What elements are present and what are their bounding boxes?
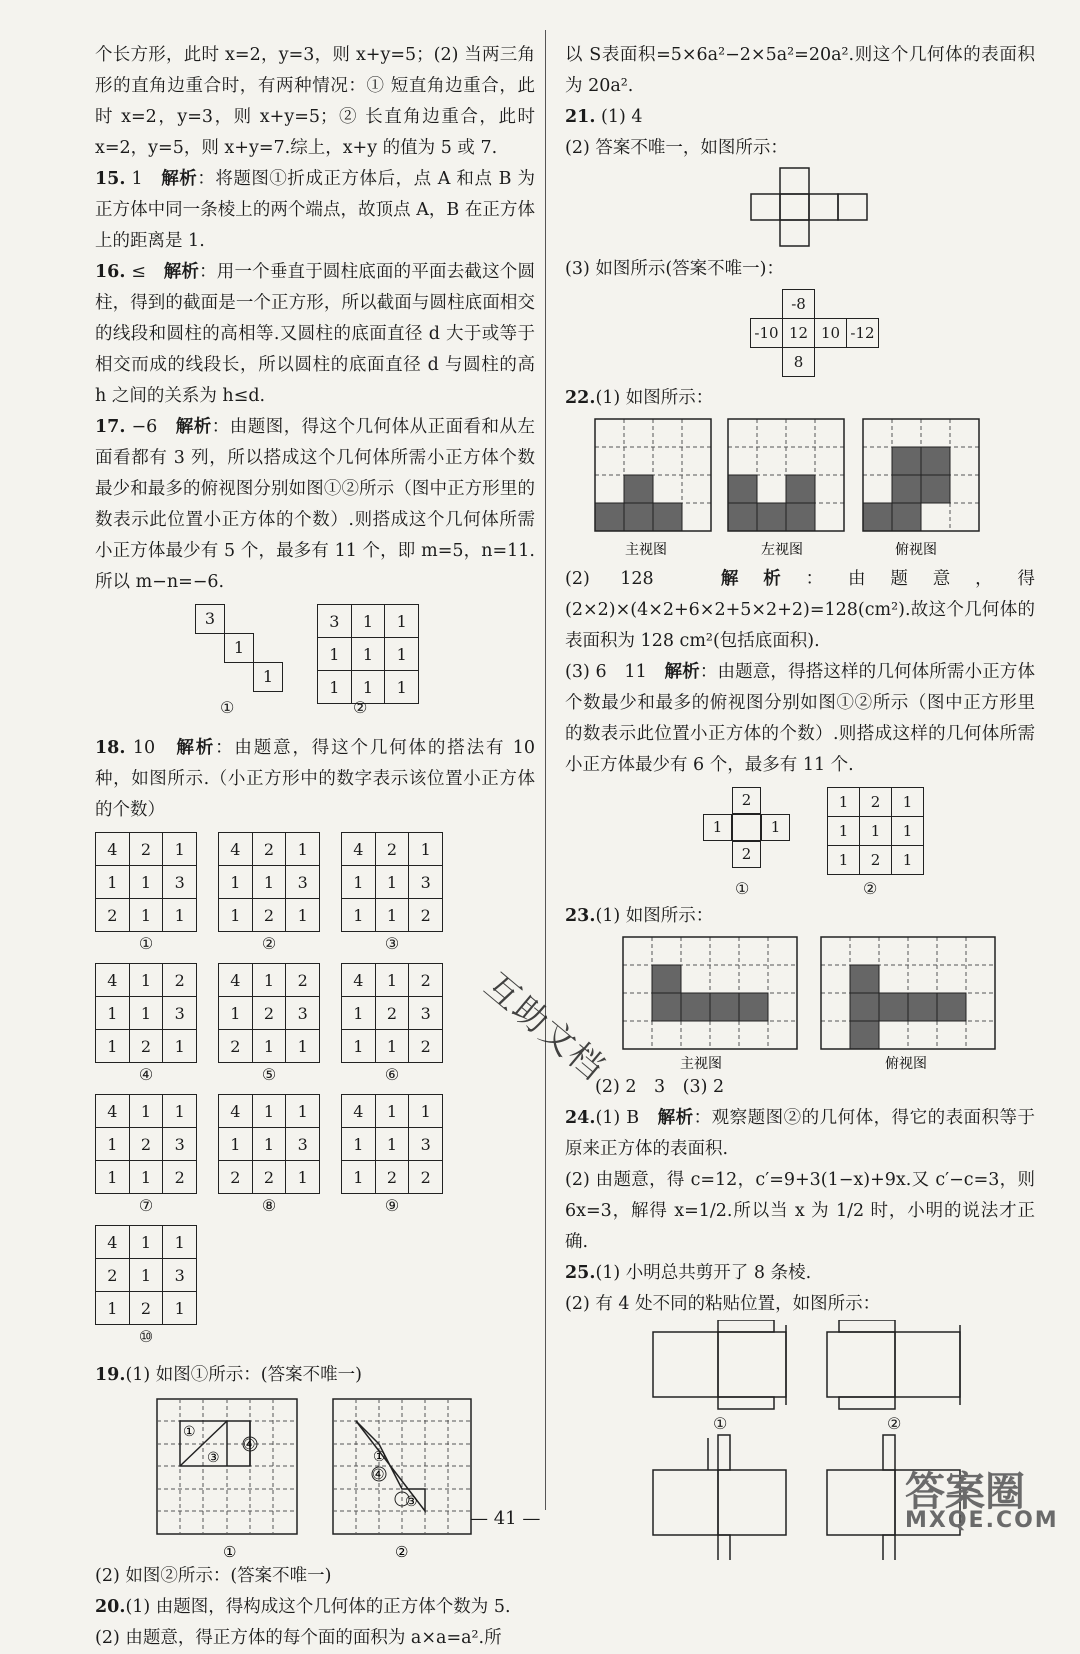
caption: ⑥	[384, 1065, 400, 1084]
q22-grid-2	[827, 787, 924, 875]
shaded-cell	[921, 475, 950, 503]
caption: ①	[735, 879, 750, 898]
caption: ⑦	[138, 1196, 154, 1215]
shaded-cell	[921, 447, 950, 475]
grid-cell: 1	[318, 638, 352, 671]
view-caption: 主视图	[625, 542, 667, 558]
grid-cell: 1	[385, 638, 419, 671]
grid-cell: 1	[96, 1030, 130, 1063]
grid-cell: 1	[252, 866, 286, 899]
grid-cell: 1	[163, 1095, 197, 1128]
grid-cell: 1	[219, 997, 253, 1030]
q23-part2: (2) 2 3 (3) 2	[595, 1077, 725, 1097]
grid-cell: 4	[342, 833, 376, 866]
q18-grid	[341, 1094, 443, 1215]
grid-cell: 2	[252, 1161, 286, 1194]
grid-cell: 1	[375, 1095, 409, 1128]
shaded-cell	[879, 993, 908, 1021]
q19-grid-1	[157, 1399, 297, 1534]
grid-cell: 1	[342, 1030, 376, 1063]
grid-cell: 2	[860, 788, 892, 817]
shaded-cell	[786, 475, 815, 503]
q17-grid-2	[317, 604, 419, 704]
grid-cell: 2	[252, 899, 286, 932]
grid-cell: 4	[96, 964, 130, 997]
grid-cell: 1	[129, 1161, 163, 1194]
q18-grid	[95, 1225, 197, 1346]
q19-mark-3: ③	[405, 1494, 418, 1510]
grid-cell: 3	[163, 1259, 197, 1292]
left-column	[95, 40, 535, 1654]
net-cell: -8	[783, 290, 815, 319]
grid-cell: 1	[252, 964, 286, 997]
left-view	[728, 419, 844, 531]
grid-cell: 2	[286, 964, 320, 997]
grid-cell: 1	[409, 833, 443, 866]
q19-part2: (2) 如图②所示：(答案不唯一)	[95, 1566, 332, 1586]
grid-cell: 1	[286, 1095, 320, 1128]
top-view	[821, 937, 995, 1049]
caption: ⑧	[261, 1196, 277, 1215]
grid-cell: 1	[252, 1128, 286, 1161]
q25-part2: (2) 有 4 处不同的粘贴位置，如图所示：	[565, 1294, 881, 1314]
cell: 1	[703, 814, 732, 841]
brand-logo: 答案圈	[905, 1469, 1025, 1515]
q18-grid	[95, 963, 197, 1084]
cell: 3	[195, 604, 225, 634]
shaded-cell	[728, 503, 757, 531]
grid-cell: 2	[409, 1161, 443, 1194]
caption: ①	[220, 698, 235, 717]
grid-cell: 1	[375, 964, 409, 997]
grid-cell: 4	[342, 1095, 376, 1128]
grid-cell: 3	[409, 866, 443, 899]
shaded-cell	[937, 993, 966, 1021]
q16: 16. ≤ 解析：用一个垂直于圆柱底面的平面去截这个圆柱，得到的截面是一个正方形，所以截面与圆柱底面相交的线段和圆柱的高相等.又圆柱的底面直径 d 大于或等于相交而成的线段长，所以圆柱的底面直径 d 与圆柱的高 h 之间的关系为 h≤d.	[95, 262, 535, 406]
grid-cell: 1	[129, 866, 163, 899]
grid-cell: 1	[828, 788, 860, 817]
grid-cell: 1	[351, 671, 385, 704]
grid-cell: 2	[860, 846, 892, 875]
grid-cell: 1	[342, 899, 376, 932]
grid-cell: 1	[892, 846, 924, 875]
q19-figures	[95, 1391, 535, 1561]
q22-part2: (2) 128 解析：由题意，得(2×2)×(4×2+6×2+5×2+2)=128(cm²).故这个几何体的表面积为 128 cm²(包括底面积).	[565, 569, 1036, 651]
grid-cell: 1	[163, 899, 197, 932]
shaded-cell	[892, 475, 921, 503]
cell	[732, 814, 761, 841]
net-cell: -10	[751, 319, 783, 348]
q15: 15. 1 解析：将题图①折成正方体后，点 A 和点 B 为正方体中同一条棱上的两个端点，故顶点 A，B 在正方体上的距离是 1.	[95, 169, 536, 251]
shaded-cell	[681, 993, 710, 1021]
caption: ②	[887, 1414, 902, 1433]
q21-cube-net	[565, 164, 1035, 254]
net-cell: -12	[847, 319, 879, 348]
q18-grid-set	[95, 832, 535, 1346]
grid-cell: 4	[342, 964, 376, 997]
grid-cell: 4	[96, 1095, 130, 1128]
cell: 1	[761, 814, 790, 841]
shaded-cell	[710, 993, 739, 1021]
q23: 23.(1) 如图所示：	[565, 906, 714, 926]
q24-part2: (2) 由题意，得 c=12，c′=9+3(1−x)+9x.又 c′−c=3，则 6x=3，解得 x=1/2.所以当 x 为 1/2 时，小明的说法才正确.	[565, 1170, 1035, 1252]
q23-views	[565, 932, 1035, 1072]
grid-cell: 1	[163, 1292, 197, 1325]
page-number: — 41 —	[470, 1508, 541, 1529]
grid-cell: 4	[96, 1226, 130, 1259]
continued-text: 个长方形，此时 x=2，y=3，则 x+y=5；(2) 当两三角形的直角边重合时，有两种情况：① 短直角边重合，此时 x=2，y=3，则 x+y=5；② 长直角边重合，此时 x=2，y=5，则 x+y=7.综上，x+y 的值为 5 或 7.	[95, 45, 535, 158]
shaded-cell	[892, 447, 921, 475]
q21-numbered-net	[565, 285, 1035, 383]
grid-cell: 1	[828, 817, 860, 846]
net-cell: 10	[815, 319, 847, 348]
caption: ④	[138, 1065, 154, 1084]
grid-cell: 1	[286, 833, 320, 866]
grid-cell: 1	[286, 899, 320, 932]
q18-grid	[341, 963, 443, 1084]
q22-views	[565, 414, 1035, 564]
shaded-cell	[595, 503, 624, 531]
caption: ②	[395, 1543, 409, 1561]
grid-cell: 1	[129, 964, 163, 997]
grid-cell: 1	[375, 1128, 409, 1161]
continued-text: 以 S表面积=5×6a²−2×5a²=20a².则这个几何体的表面积为 20a².	[565, 45, 1035, 96]
q21-part3: (3) 如图所示(答案不唯一)：	[565, 259, 785, 279]
q20-part2: (2) 由题意，得正方体的每个面的面积为 a×a=a².所	[95, 1628, 502, 1648]
shaded-cell	[652, 965, 681, 993]
grid-cell: 1	[351, 605, 385, 638]
grid-cell: 1	[892, 788, 924, 817]
q19-mark-4: ④	[372, 1467, 385, 1483]
q24: 24.(1) B 解析：观察题图②的几何体，得它的表面积等于原来正方体的表面积.	[565, 1108, 1036, 1159]
shaded-cell	[652, 993, 681, 1021]
grid-cell: 1	[163, 1226, 197, 1259]
grid-cell: 3	[286, 866, 320, 899]
grid-cell: 1	[385, 671, 419, 704]
grid-cell: 1	[860, 817, 892, 846]
grid-cell: 1	[342, 1161, 376, 1194]
caption: ①	[713, 1414, 728, 1433]
grid-cell: 1	[828, 846, 860, 875]
q19-mark-1: ①	[183, 1424, 196, 1440]
edge	[253, 633, 254, 662]
net-cell: 8	[783, 348, 815, 377]
view-caption: 主视图	[680, 1056, 722, 1072]
shaded-cell	[892, 503, 921, 531]
caption: ⑤	[261, 1065, 277, 1084]
shaded-cell	[624, 475, 653, 503]
grid-cell: 2	[129, 1292, 163, 1325]
q18-grid	[218, 832, 320, 953]
shaded-cell	[850, 965, 879, 993]
grid-cell: 2	[219, 1161, 253, 1194]
q19-svg	[95, 1391, 535, 1561]
q18-grid	[218, 963, 320, 1084]
grid-cell: 1	[96, 866, 130, 899]
grid-cell: 1	[342, 1128, 376, 1161]
grid-cell: 1	[163, 833, 197, 866]
column-divider	[545, 30, 546, 1510]
shaded-cell	[757, 503, 786, 531]
q19-mark-1: ①	[373, 1449, 386, 1465]
grid-cell: 1	[96, 997, 130, 1030]
shaded-cell	[850, 1021, 879, 1049]
q18-grid	[95, 832, 197, 953]
caption: ⑩	[138, 1327, 154, 1346]
q22-topviews	[565, 781, 1035, 901]
front-view	[595, 419, 711, 531]
q20: 20.(1) 由题图，得构成这个几何体的正方体个数为 5.	[95, 1597, 511, 1617]
q22: 22.(1) 如图所示：	[565, 388, 714, 408]
caption: ②	[261, 934, 277, 953]
shaded-cell	[786, 503, 815, 531]
grid-cell: 2	[129, 833, 163, 866]
caption: ①	[138, 934, 154, 953]
grid-cell: 2	[96, 1259, 130, 1292]
grid-cell: 1	[129, 1095, 163, 1128]
q21: 21. (1) 4	[565, 107, 643, 127]
q19: 19.(1) 如图①所示：(答案不唯一)	[95, 1365, 362, 1385]
q21-part2: (2) 答案不唯一，如图所示：	[565, 138, 788, 158]
grid-cell: 1	[286, 1030, 320, 1063]
q19-mark-4: ④	[243, 1437, 256, 1453]
grid-cell: 3	[286, 1128, 320, 1161]
grid-cell: 2	[409, 964, 443, 997]
grid-cell: 1	[219, 899, 253, 932]
shaded-cell	[739, 993, 768, 1021]
grid-cell: 1	[409, 1095, 443, 1128]
grid-cell: 1	[129, 1226, 163, 1259]
shaded-cell	[863, 503, 892, 531]
grid-cell: 4	[219, 1095, 253, 1128]
grid-cell: 3	[409, 997, 443, 1030]
cell: 2	[732, 841, 761, 868]
q22-part3: (3) 6 11 解析：由题意，得搭这样的几何体所需小正方体个数最少和最多的俯视图分别如图①②所示（图中正方形里的数表示此位置小正方体的个数）.则搭成这样的几何体所需小正方体最少有 6 个，最多有 11 个.	[565, 662, 1036, 775]
q17-figures	[95, 598, 535, 733]
q18-grid	[218, 1094, 320, 1215]
grid-cell: 2	[409, 1030, 443, 1063]
grid-cell: 1	[129, 899, 163, 932]
q18-grid	[341, 832, 443, 953]
grid-cell: 1	[318, 671, 352, 704]
cell: 2	[732, 787, 761, 814]
grid-cell: 4	[219, 833, 253, 866]
q18-grid	[95, 1094, 197, 1215]
caption: ②	[353, 698, 368, 717]
caption: ②	[863, 879, 878, 898]
cross-grid	[703, 787, 793, 873]
grid-cell: 2	[96, 899, 130, 932]
grid-cell: 2	[375, 997, 409, 1030]
grid-cell: 2	[375, 1161, 409, 1194]
grid-cell: 2	[129, 1128, 163, 1161]
grid-cell: 1	[351, 638, 385, 671]
grid-cell: 2	[219, 1030, 253, 1063]
grid-cell: 1	[252, 1030, 286, 1063]
grid-cell: 1	[286, 1161, 320, 1194]
grid-cell: 1	[375, 866, 409, 899]
caption: ⑨	[384, 1196, 400, 1215]
grid-cell: 3	[163, 866, 197, 899]
shaded-cell	[653, 503, 682, 531]
grid-cell: 1	[252, 1095, 286, 1128]
shaded-cell	[850, 993, 879, 1021]
grid-cell: 1	[342, 866, 376, 899]
grid-cell: 1	[96, 1292, 130, 1325]
grid-cell: 3	[286, 997, 320, 1030]
q17: 17. −6 解析：由题图，得这个几何体从正面看和从左面看都有 3 列，所以搭成这个几何体所需小正方体个数最少和最多的俯视图分别如图①②所示（图中正方形里的数表示此位置小正方体的个数）.则搭成这个几何体所需小正方体最少有 5 个，最多有 11 个，即 m=5，n=11.所以 m−n=−6.	[95, 417, 535, 592]
cell: 1	[224, 633, 254, 663]
grid-cell: 1	[385, 605, 419, 638]
q19-grid-2	[333, 1399, 471, 1534]
grid-cell: 3	[163, 997, 197, 1030]
grid-cell: 3	[318, 605, 352, 638]
grid-cell: 1	[96, 1128, 130, 1161]
q17-stair-grid	[195, 604, 285, 694]
shaded-cell	[624, 503, 653, 531]
grid-cell: 2	[409, 899, 443, 932]
view-caption: 俯视图	[885, 1056, 927, 1072]
grid-cell: 1	[129, 997, 163, 1030]
front-view	[623, 937, 797, 1049]
grid-cell: 2	[163, 1161, 197, 1194]
grid-cell: 1	[96, 1161, 130, 1194]
grid-cell: 1	[129, 1259, 163, 1292]
grid-cell: 2	[163, 964, 197, 997]
grid-cell: 2	[252, 997, 286, 1030]
q25: 25.(1) 小明总共剪开了 8 条棱.	[565, 1263, 812, 1283]
grid-cell: 2	[129, 1030, 163, 1063]
brand-url: MXQE.COM	[905, 1508, 1059, 1533]
view-caption: 俯视图	[895, 542, 937, 558]
view-caption: 左视图	[761, 542, 803, 558]
grid-cell: 1	[163, 1030, 197, 1063]
q18: 18. 10 解析：由题意，得这个几何体的搭法有 10 种，如图所示.（小正方形中的数字表示该位置小正方体的个数）	[95, 738, 535, 820]
grid-cell: 2	[375, 833, 409, 866]
caption: ③	[384, 934, 400, 953]
grid-cell: 4	[96, 833, 130, 866]
grid-cell: 1	[892, 817, 924, 846]
q19-mark-3: ③	[207, 1450, 220, 1466]
grid-cell: 1	[342, 997, 376, 1030]
grid-cell: 3	[409, 1128, 443, 1161]
stamp-watermark: 互助文档	[476, 965, 613, 1089]
caption: ①	[223, 1543, 237, 1561]
cell: 1	[253, 662, 283, 692]
grid-cell: 1	[219, 1128, 253, 1161]
right-column	[565, 40, 1035, 1560]
grid-cell: 1	[219, 866, 253, 899]
shaded-cell	[728, 475, 757, 503]
grid-cell: 1	[375, 1030, 409, 1063]
grid-cell: 1	[375, 899, 409, 932]
shaded-cell	[908, 993, 937, 1021]
net-cell: 12	[783, 319, 815, 348]
top-view	[863, 419, 979, 531]
edge	[224, 604, 225, 633]
grid-cell: 4	[219, 964, 253, 997]
grid-cell: 3	[163, 1128, 197, 1161]
grid-cell: 2	[252, 833, 286, 866]
